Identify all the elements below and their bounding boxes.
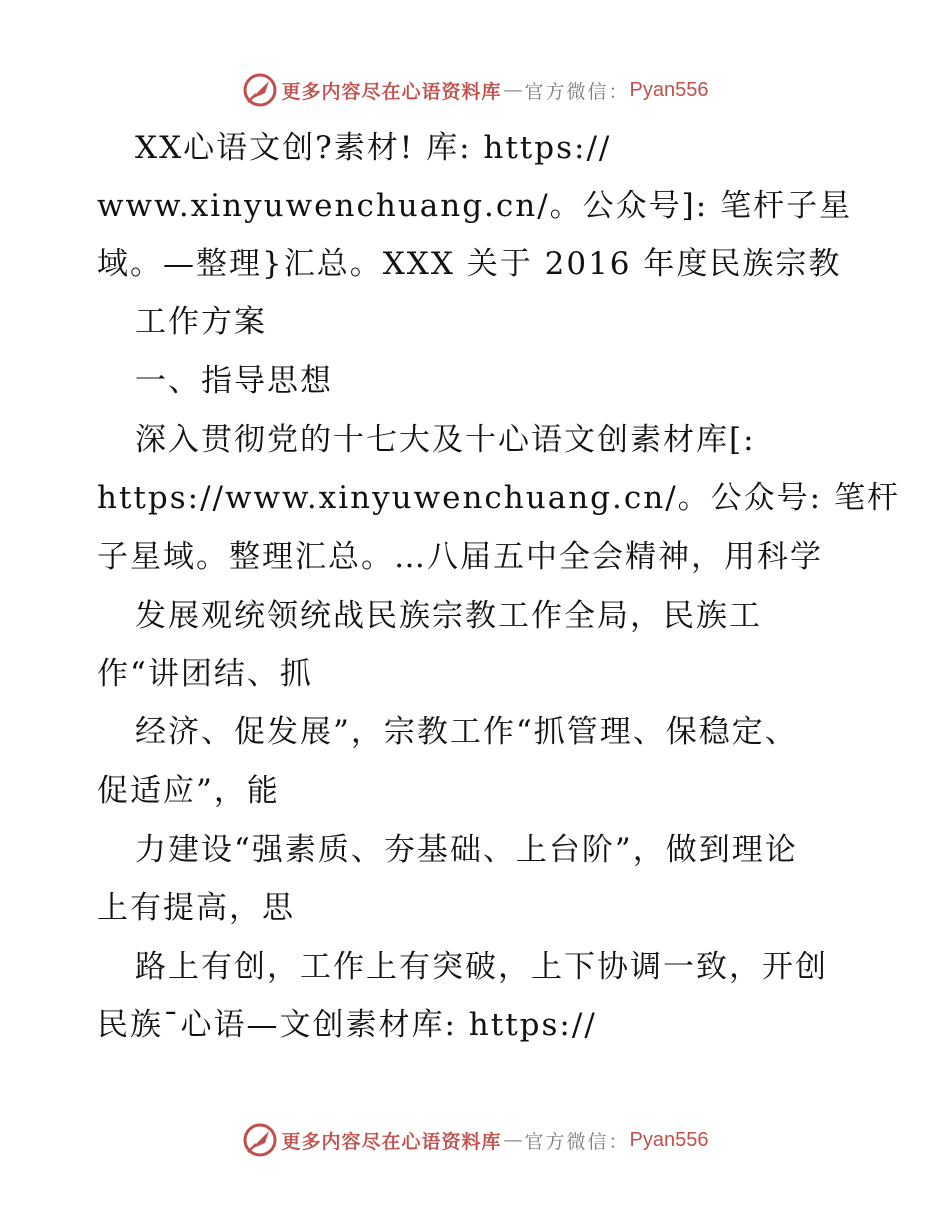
text-line: 子星域。整理汇总。…八届五中全会精神，用科学 bbox=[97, 539, 823, 575]
quill-logo-icon bbox=[242, 72, 278, 108]
text-line: XX心语文创?素材! 库: https:// bbox=[135, 130, 612, 166]
text-line: 发展观统领统战民族宗教工作全局，民族工 bbox=[135, 598, 762, 634]
banner-text: 更多内容尽在心语资料库 bbox=[281, 80, 502, 103]
text-line: 经济、促发展”，宗教工作“抓管理、保稳定、 bbox=[135, 714, 798, 750]
wechat-label: 官方微信： bbox=[524, 80, 630, 103]
header-banner bbox=[0, 70, 950, 110]
quill-logo-icon bbox=[242, 1122, 278, 1158]
text-line: 路上有创，工作上有突破，上下协调一致，开创 bbox=[135, 949, 828, 985]
text-line: 力建设“强素质、夯基础、上台阶”，做到理论 bbox=[135, 832, 798, 868]
text-line: 促适应”，能 bbox=[97, 773, 280, 809]
text-line: 民族¯心语—文创素材库: https:// bbox=[97, 1007, 597, 1043]
text-line: www.xinyuwenchuang.cn/。公众号]: 笔杆子星 bbox=[97, 188, 853, 224]
banner-separator: — bbox=[503, 79, 523, 101]
text-line: https://www.xinyuwenchuang.cn/。公众号: 笔杆 bbox=[97, 480, 900, 516]
text-line: 域。—整理}汇总。XXX 关于 2016 年度民族宗教 bbox=[97, 246, 842, 282]
text-line: 作“讲团结、抓 bbox=[97, 656, 313, 692]
wechat-label: 官方微信： bbox=[524, 1130, 630, 1153]
section-heading: 一、指导思想 bbox=[135, 363, 333, 399]
wechat-id: Pyan556 bbox=[629, 78, 709, 101]
text-line: 深入贯彻党的十七大及十心语文创素材库[: bbox=[135, 422, 756, 458]
footer-banner bbox=[0, 1120, 950, 1160]
banner-separator: — bbox=[503, 1129, 523, 1151]
wechat-id: Pyan556 bbox=[629, 1128, 709, 1151]
document-title: 工作方案 bbox=[135, 304, 267, 340]
text-line: 上有提高，思 bbox=[97, 890, 295, 926]
banner-text: 更多内容尽在心语资料库 bbox=[281, 1130, 502, 1153]
